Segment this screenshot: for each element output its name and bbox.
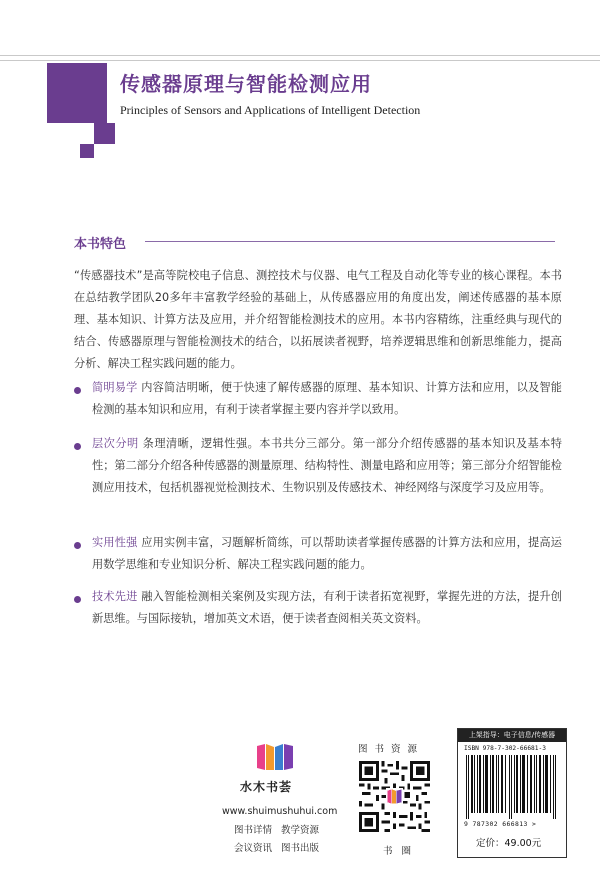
book-subtitle: Principles of Sensors and Applications of Intelligent Detection — [120, 103, 421, 117]
feature-text: 条理清晰，逻辑性强。本书共分三部分。第一部分介绍传感器的基本知识及基本特性；第二部分介绍各种传感器的测量原理、结构特性、测量电路和应用等；第三部分介绍智能检测应用技术，包括机器视觉检测技术、生物识别及传感技术、神经网络与深度学习及应用等。 — [92, 437, 562, 494]
publisher-url: www.shuimushuhui.com — [222, 806, 338, 817]
top-rule-2 — [0, 60, 600, 61]
feature-label: 层次分明 — [92, 437, 139, 450]
feature-bullet — [74, 443, 81, 450]
decor-square-small — [80, 144, 94, 158]
publisher-logo-icon — [255, 742, 295, 772]
price: 定价：49.00元 — [476, 838, 542, 849]
barcode-icon — [464, 755, 560, 819]
feature-text: 融入智能检测相关案例及实现方法，有利于读者拓宽视野，掌握先进的方法，提升创新思维。与国际接轨，增加英文术语，便于读者查阅相关英文资料。 — [92, 590, 562, 625]
decor-square-medium — [94, 123, 115, 144]
publisher-links-row1: 图书详情 教学资源 — [234, 825, 320, 836]
top-rule-1 — [0, 55, 600, 56]
feature-text: 应用实例丰富，习题解析简练，可以帮助读者掌握传感器的计算方法和应用，提高运用数学思维和专业知识分析、解决工程实践问题的能力。 — [92, 536, 562, 571]
feature-item — [92, 532, 562, 576]
feature-bullet — [74, 387, 81, 394]
features-divider — [145, 241, 555, 242]
publisher-links-row2: 会议资讯 图书出版 — [234, 843, 320, 854]
qr-header: 图书资源 — [358, 744, 425, 755]
publisher-name: 水木书荟 — [240, 780, 293, 794]
decor-square-large — [47, 63, 107, 123]
qr-code-icon — [359, 761, 430, 832]
book-title: 传感器原理与智能检测应用 — [120, 72, 372, 96]
features-heading: 本书特色 — [74, 237, 127, 252]
feature-label: 技术先进 — [92, 590, 138, 603]
barcode-digits: 9 787302 666813 > — [464, 820, 537, 828]
feature-text: 内容简洁明晰，便于快速了解传感器的原理、基本知识、计算方法和应用，以及智能检测的基本知识和应用，有利于读者掌握主要内容并学以致用。 — [92, 381, 562, 416]
features-intro: “传感器技术”是高等院校电子信息、测控技术与仪器、电气工程及自动化等专业的核心课程。本书在总结教学团队20多年丰富教学经验的基础上，从传感器应用的角度出发，阐述传感器的基本原理、基本知识、计算方法及应用，并介绍智能检测技术的应用。本书内容精练，注重经典与现代的结合、传感器原理与智能检测技术的结合，以拓展读者视野，培养逻辑思维和创新思维能力，提高分析、解决工程实践问题的能力。 — [74, 269, 562, 370]
feature-bullet — [74, 596, 81, 603]
feature-item — [92, 377, 562, 421]
isbn-text: ISBN 978-7-302-66681-3 — [464, 745, 546, 752]
feature-bullet — [74, 542, 81, 549]
feature-label: 简明易学 — [92, 381, 138, 394]
feature-label: 实用性强 — [92, 536, 138, 549]
qr-footer: 书圈 — [383, 846, 421, 857]
feature-item — [92, 433, 562, 499]
feature-item — [92, 586, 562, 630]
shelf-category: 上架指导：电子信息/传感器 — [458, 729, 566, 742]
barcode-box — [457, 728, 567, 858]
